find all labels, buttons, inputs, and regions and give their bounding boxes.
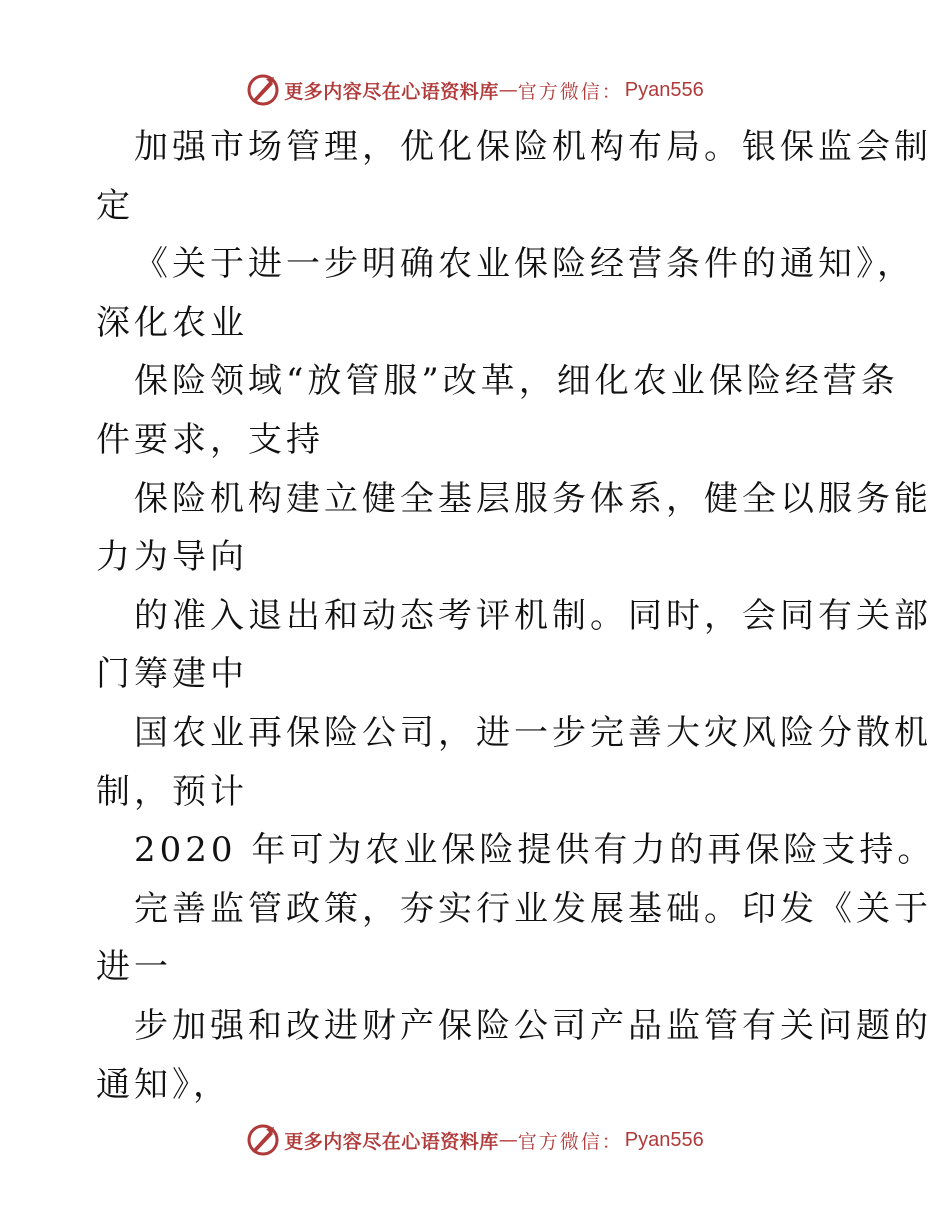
text-line: 件要求，支持	[96, 419, 324, 460]
text-line: 《关于进一步明确农业保险经营条件的通知》，	[134, 244, 915, 285]
text-line: 门筹建中	[96, 654, 248, 695]
text-line: 加强市场管理，优化保险机构布局。银保监会制	[134, 127, 932, 167]
banner-wechat-label: 官方微信：	[517, 80, 623, 103]
document-body	[96, 118, 936, 1114]
banner-wechat-id: Pyan556	[624, 78, 704, 101]
quill-pen-logo-icon	[246, 73, 280, 107]
banner-wechat-label: 官方微信：	[517, 1130, 623, 1153]
text-line: 保险机构建立健全基层服务体系，健全以服务能	[134, 478, 932, 519]
text-line: 通知》，	[96, 1064, 231, 1105]
text-line: 完善监管政策，夯实行业发展基础。印发《关于	[134, 888, 932, 929]
text-line: 国农业再保险公司，进一步完善大灾风险分散机	[134, 712, 932, 753]
quill-pen-logo-icon	[246, 1123, 280, 1157]
text-line: 步加强和改进财产保险公司产品监管有关问题的	[134, 1005, 932, 1046]
banner-site-text: 更多内容尽在心语资料库	[284, 1130, 499, 1153]
banner-dash: —	[498, 79, 518, 101]
text-line: 进一	[96, 947, 172, 988]
banner-wechat-id: Pyan556	[624, 1128, 704, 1151]
text-line: 2020 年可为农业保险提供有力的再保险支持。	[134, 830, 936, 871]
text-line: 力为导向	[96, 537, 248, 578]
banner-site-text: 更多内容尽在心语资料库	[284, 80, 499, 103]
text-line: 制，预计	[96, 771, 248, 812]
text-line: 保险领域“放管服”改革，细化农业保险经营条	[134, 361, 899, 402]
banner-dash: —	[498, 1129, 518, 1151]
text-line: 的准入退出和动态考评机制。同时，会同有关部	[134, 595, 932, 636]
footer-banner	[0, 1120, 950, 1160]
header-banner	[0, 70, 950, 110]
text-line: 深化农业	[96, 302, 248, 343]
text-line: 定	[96, 185, 134, 226]
